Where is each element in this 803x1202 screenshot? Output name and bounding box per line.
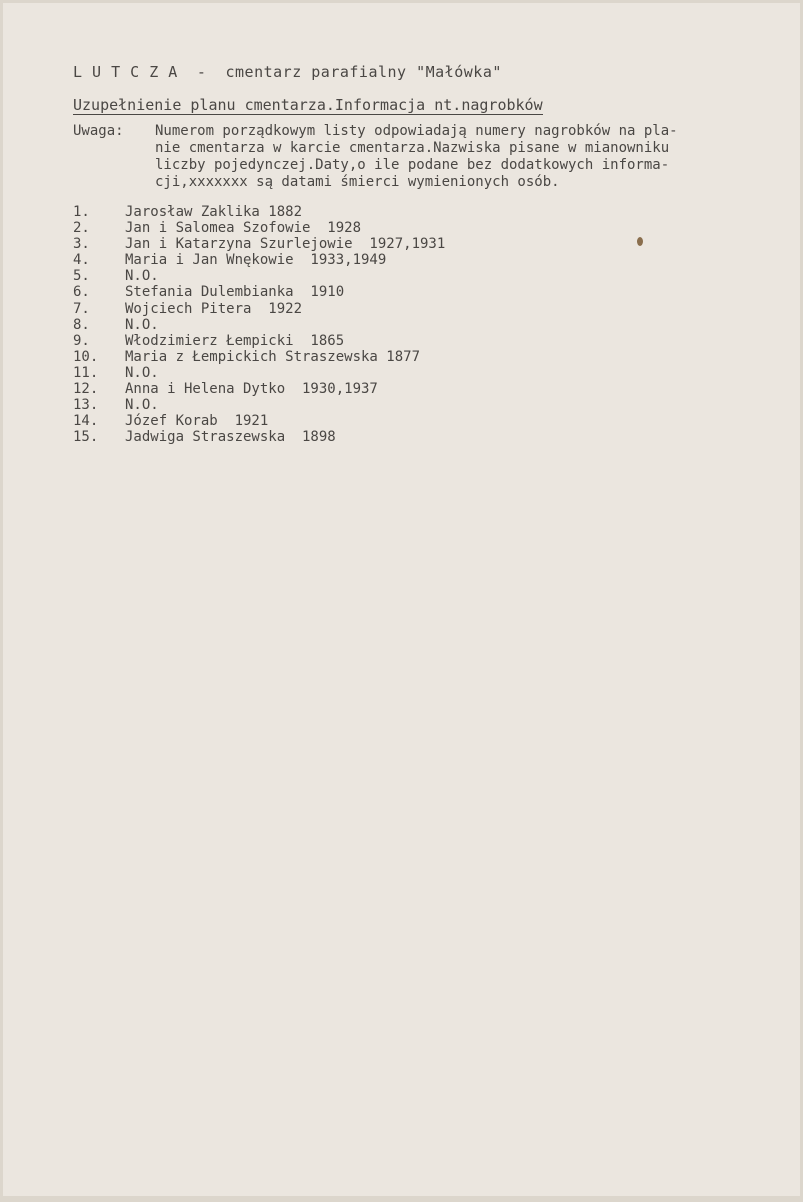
entry-text: Wojciech Pitera 1922 (125, 300, 303, 317)
entry-text: N.O. (125, 364, 159, 381)
entry-number: 6. (73, 284, 90, 301)
entry-number: 8. (73, 316, 90, 333)
ink-spot (637, 237, 643, 246)
note-line: Numerom porządkowym listy odpowiadają numery nagrobków na pla- (155, 123, 678, 139)
entry-text: Maria i Jan Wnękowie 1933,1949 (125, 252, 387, 269)
document-subtitle: Uzupełnienie planu cmentarza.Informacja nt.nagrobków (73, 96, 543, 114)
entry-text: Maria z Łempickich Straszewska 1877 (125, 348, 421, 365)
entry-text: Józef Korab 1921 (125, 413, 269, 430)
entry-number: 5. (73, 268, 90, 285)
note-label: Uwaga: (73, 123, 124, 139)
entry-number: 10. (73, 348, 99, 365)
entry-number: 13. (73, 397, 99, 414)
document-title: L U T C Z A - cmentarz parafialny "Małówka" (73, 63, 502, 81)
entry-number: 11. (73, 364, 99, 381)
entry-number: 4. (73, 252, 90, 269)
entry-number: 12. (73, 381, 99, 398)
entry-text: Jan i Katarzyna Szurlejowie 1927,1931 (125, 236, 446, 253)
entry-text: N.O. (125, 397, 159, 414)
entry-text: Anna i Helena Dytko 1930,1937 (125, 381, 378, 398)
entry-text: Jan i Salomea Szofowie 1928 (125, 220, 362, 237)
entry-text: N.O. (125, 268, 159, 285)
entry-text: Stefania Dulembianka 1910 (125, 284, 345, 301)
note-line: liczby pojedynczej.Daty,o ile podane bez dodatkowych informa- (155, 157, 670, 173)
entry-number: 1. (73, 204, 90, 220)
note-line: cji,xxxxxxx są datami śmierci wymienionych osób. (155, 174, 560, 190)
note-line: nie cmentarza w karcie cmentarza.Nazwiska pisane w mianowniku (155, 140, 670, 156)
entry-number: 7. (73, 300, 90, 317)
entry-number: 3. (73, 236, 90, 253)
note-text (155, 123, 795, 191)
entry-number: 15. (73, 429, 99, 446)
entry-text: N.O. (125, 316, 159, 333)
entry-number: 9. (73, 332, 90, 349)
entry-number: 2. (73, 220, 90, 237)
entry-number: 14. (73, 413, 99, 430)
entry-text: Włodzimierz Łempicki 1865 (125, 332, 345, 349)
document-page (3, 3, 800, 1196)
entry-text: Jadwiga Straszewska 1898 (125, 429, 336, 446)
entry-text: Jarosław Zaklika 1882 (125, 204, 303, 220)
